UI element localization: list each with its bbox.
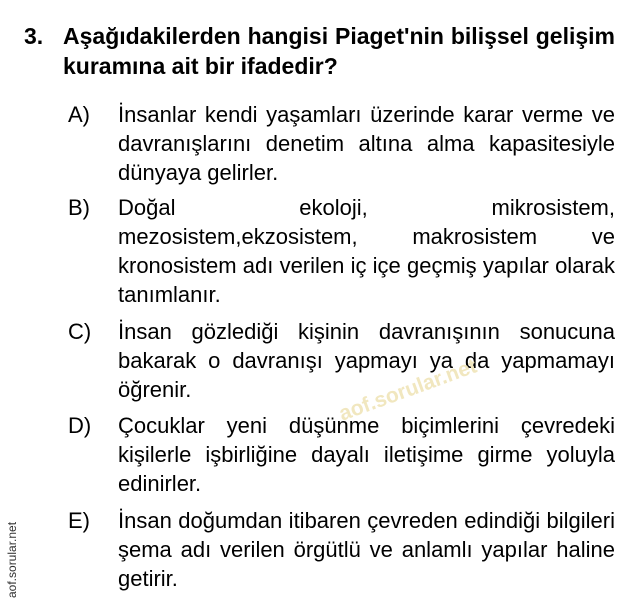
option-text: Çocuklar yeni düşünme biçimlerini çevredeki kişilerle işbirliğine dayalı iletişime girme yoluyla edinirler. <box>118 413 615 496</box>
option-letter: C) <box>68 319 92 344</box>
question-text: Aşağıdakilerden hangisi Piaget'nin bilişsel gelişim kuramına ait bir ifadedir? <box>63 23 615 79</box>
watermark: aof.sorular.net <box>336 354 480 426</box>
option-text: İnsanlar kendi yaşamları üzerinde karar verme ve davranışlarını denetim altına alma kapasitesiyle dünyaya gelirler. <box>118 102 615 185</box>
option-letter: E) <box>68 508 90 533</box>
option-text: İnsan gözlediği kişinin davranışının sonucuna bakarak o davranışı yapmayı ya da yapmamayı öğrenir. <box>118 319 615 402</box>
option-letter: A) <box>68 102 90 127</box>
option-letter: B) <box>68 195 90 220</box>
option-text: İnsan doğumdan itibaren çevreden edindiği bilgileri şema adı verilen örgütlü ve anlamlı yapılar haline getirir. <box>118 508 615 591</box>
question-number: 3. <box>24 23 44 49</box>
side-watermark: aof.sorular.net <box>5 521 19 598</box>
option-letter: D) <box>68 413 92 438</box>
option-text: Doğal ekoloji, mikrosistem, mezosistem,ekzosistem, makrosistem ve kronosistem adı verilen iç içe geçmiş yapılar olarak tanımlanır. <box>118 195 615 307</box>
